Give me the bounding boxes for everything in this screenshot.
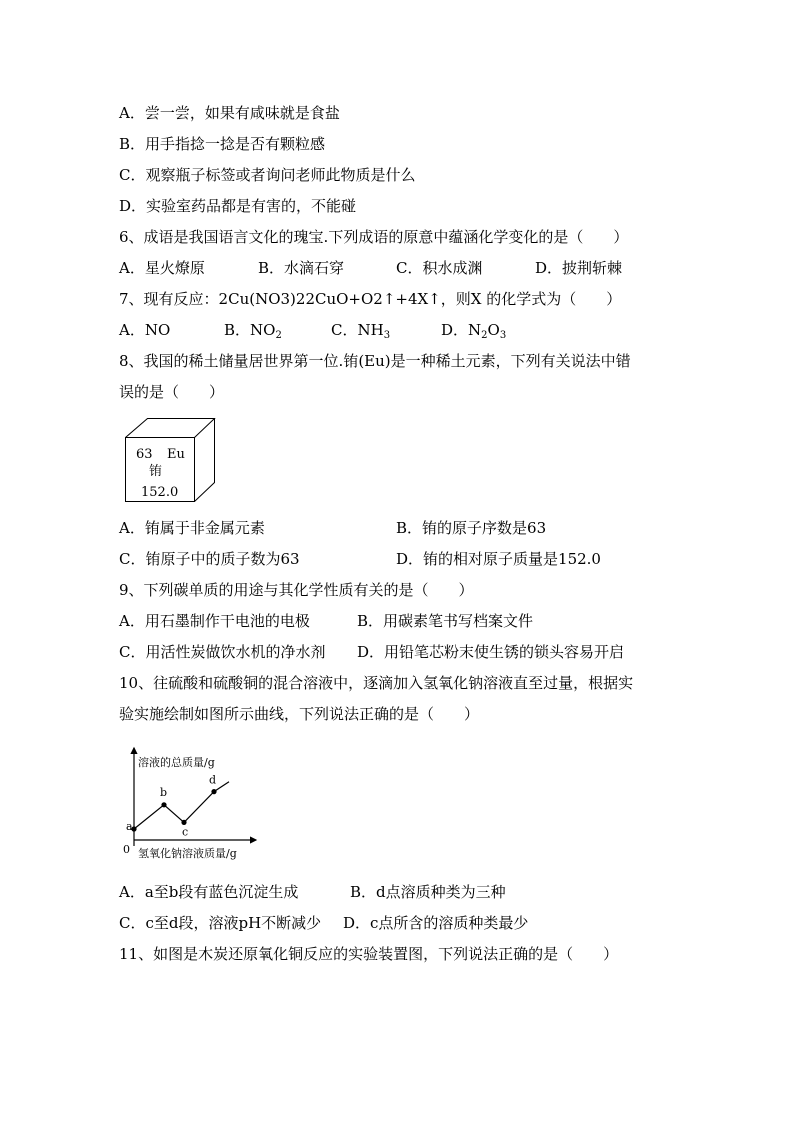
q8-stem-line2: 误的是（ ） <box>119 383 225 401</box>
q5-option-d: D．实验室药品都是有害的，不能碰 <box>119 197 357 215</box>
q7-option-d-sub2: 3 <box>499 330 507 341</box>
q8-option-d: D．铕的相对原子质量是152.0 <box>396 550 601 568</box>
q11-stem: 11、如图是木炭还原氧化铜反应的实验装置图，下列说法正确的是（ ） <box>119 945 619 963</box>
point-label-d: d <box>209 773 217 787</box>
q10-option-c: C．c至d段，溶液pH不断减少 <box>119 914 322 932</box>
cube-top-face <box>126 419 215 438</box>
q7-option-a: A．NO <box>119 321 171 339</box>
q8-option-c: C．铕原子中的质子数为63 <box>119 550 300 568</box>
q6-option-c: C．积水成渊 <box>396 259 483 277</box>
q9-stem: 9、下列碳单质的用途与其化学性质有关的是（ ） <box>119 581 474 599</box>
q5-option-c: C．观察瓶子标签或者询问老师此物质是什么 <box>119 166 416 184</box>
q7-option-b-text: B．NO <box>224 321 276 339</box>
q7-option-d-sub1: 2 <box>481 330 488 341</box>
q9-option-d: D．用铅笔芯粉末使生锈的锁头容易开启 <box>357 643 625 661</box>
q8-option-a: A．铕属于非金属元素 <box>119 519 265 537</box>
q5-option-a: A．尝一尝，如果有咸味就是食盐 <box>119 104 340 122</box>
point-label-b: b <box>160 785 168 799</box>
q7-option-c-sub: 3 <box>383 330 391 341</box>
cube-side-face <box>195 419 215 502</box>
q7-option-d <box>441 320 506 340</box>
element-name: 铕 <box>149 464 163 479</box>
q7-option-b-sub: 2 <box>275 330 282 341</box>
x-axis-label: 氢氧化钠溶液质量/g <box>138 847 237 860</box>
q8-option-b: B．铕的原子序数是63 <box>396 519 547 537</box>
q9-option-c: C．用活性炭做饮水机的净水剂 <box>119 643 326 661</box>
q6-option-a: A．星火燎原 <box>119 259 205 277</box>
point-label-a: a <box>126 820 133 833</box>
point-d <box>211 789 216 794</box>
q10-stem-line1: 10、往硫酸和硫酸铜的混合溶液中，逐滴加入氢氧化钠溶液直至过量，根据实 <box>119 674 634 692</box>
origin-label: 0 <box>123 843 130 856</box>
y-axis-label: 溶液的总质量/g <box>138 756 215 769</box>
point-b <box>161 802 166 807</box>
q7-option-c <box>331 320 390 340</box>
q10-option-a: A．a至b段有蓝色沉淀生成 <box>119 883 299 901</box>
q6-option-b: B．水滴石穿 <box>258 259 345 277</box>
mass-curve-chart <box>116 742 264 864</box>
q6-option-d: D．披荆斩棘 <box>535 259 623 277</box>
q9-option-a: A．用石墨制作干电池的电极 <box>119 612 310 630</box>
point-label-c: c <box>182 825 189 839</box>
element-symbol: Eu <box>167 447 185 462</box>
q8-stem-line1: 8、我国的稀土储量居世界第一位.铕(Eu)是一种稀土元素，下列有关说法中错 <box>119 352 631 370</box>
q10-option-b: B．d点溶质种类为三种 <box>350 883 506 901</box>
q9-option-b: B．用碳素笔书写档案文件 <box>357 612 534 630</box>
q5-option-b: B．用手指捻一捻是否有颗粒感 <box>119 135 326 153</box>
q10-option-d: D．c点所含的溶质种类最少 <box>343 914 529 932</box>
element-number: 63 <box>136 447 153 462</box>
q7-stem: 7、现有反应：2Cu(NO3)22CuO+O2↑+4X↑，则X 的化学式为（ ） <box>119 290 622 308</box>
point-c <box>181 820 186 825</box>
element-cube <box>122 415 218 507</box>
q7-option-b <box>224 320 282 340</box>
q7-option-c-text: C．NH <box>331 321 384 339</box>
q6-stem: 6、成语是我国语言文化的瑰宝.下列成语的原意中蕴涵化学变化的是（ ） <box>119 228 629 246</box>
element-mass: 152.0 <box>141 485 179 500</box>
q7-option-d-text: D．N <box>441 321 482 339</box>
q10-stem-line2: 验实施绘制如图所示曲线，下列说法正确的是（ ） <box>119 705 480 723</box>
q7-option-d-mid: O <box>487 321 500 339</box>
